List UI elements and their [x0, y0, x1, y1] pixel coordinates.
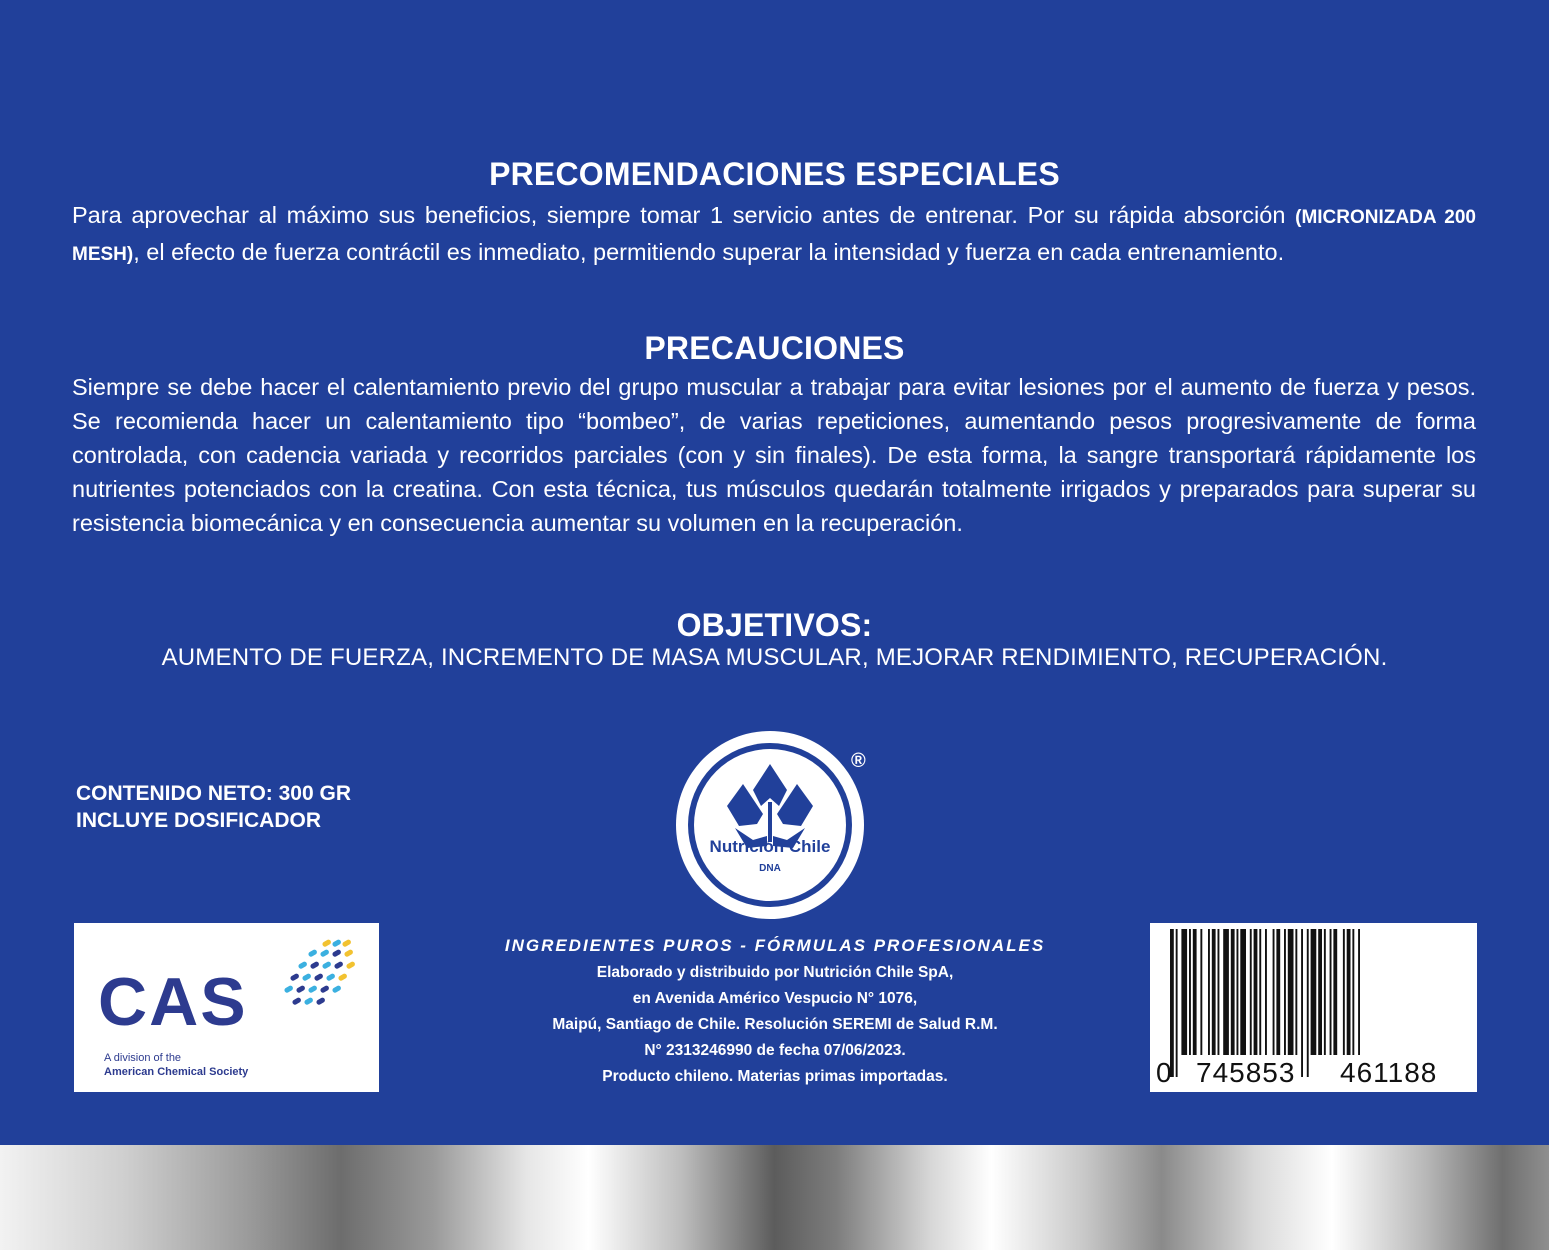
barcode-group-right: 461188 [1340, 1057, 1438, 1088]
tagline: INGREDIENTES PUROS - FÓRMULAS PROFESIONALES [504, 936, 1046, 955]
credit-line: en Avenida Américo Vespucio N° 1076, [632, 990, 918, 1007]
barcode-bar [1295, 929, 1297, 1055]
logo-brand: Nutrición Chile [709, 837, 831, 856]
micronizada-highlight: (MICRONIZADA 200 MESH) [72, 207, 1477, 265]
net-content: CONTENIDO NETO: 300 GR [76, 782, 351, 805]
barcode-bar [1318, 929, 1322, 1055]
logo-dna: DNA [759, 863, 781, 874]
cas-molecule-dot [304, 997, 314, 1006]
credit-line: Maipú, Santiago de Chile. Resolución SEREMI de Salud R.M. [552, 1016, 998, 1033]
barcode-bar [1189, 929, 1191, 1055]
barcode-bar [1307, 929, 1309, 1077]
cas-molecule-dot [338, 973, 348, 982]
cas-molecule-dot [284, 985, 294, 994]
precauciones-text: Siempre se debe hacer el calentamiento previo del grupo muscular a trabajar para evitar lesiones por el aumento de fuerza y pesos. Se recomienda hacer un calentamiento tipo “bombeo”, de varias repeticiones, aumentando pesos progresivamente de forma controlada, con cadencia variada y recorridos parciales (con y sin finales). De esta forma, la sangre transportará rápidamente los nutrientes potenciados con la creatina. Con esta técnica, tus músculos quedarán totalmente irrigados y preparados para superar su resistencia biomecánica y en consecuencia aumentar su volumen en la recuperación. [72, 374, 1476, 536]
recomendaciones-title: PRECOMENDACIONES ESPECIALES [489, 156, 1060, 192]
cas-molecule-dot [290, 973, 300, 982]
dosificador-note: INCLUYE DOSIFICADOR [76, 809, 322, 832]
barcode-bar [1237, 929, 1239, 1055]
cas-molecule-dot [296, 985, 306, 994]
cas-molecule-dot [308, 985, 318, 994]
credit-line: N° 2313246990 de fecha 07/06/2023. [644, 1042, 906, 1059]
precauciones-title: PRECAUCIONES [644, 330, 905, 366]
cas-molecule-dot [314, 973, 324, 982]
barcode-bar [1273, 929, 1275, 1055]
barcode-bar [1324, 929, 1326, 1055]
objetivos-text: AUMENTO DE FUERZA, INCREMENTO DE MASA MUSCULAR, MEJORAR RENDIMIENTO, RECUPERACIÓN. [161, 644, 1388, 671]
barcode-bar [1208, 929, 1210, 1055]
registered-mark: ® [851, 750, 866, 772]
barcode-bar [1200, 929, 1202, 1055]
cas-molecule-dot [334, 961, 344, 970]
cas-molecule-dot [322, 961, 332, 970]
credit-line: Producto chileno. Materias primas importadas. [602, 1068, 948, 1085]
barcode-bar [1311, 929, 1317, 1055]
barcode-bar [1330, 929, 1332, 1055]
barcode-group-left: 745853 [1196, 1057, 1296, 1088]
barcode-bar [1288, 929, 1294, 1055]
credit-line: Elaborado y distribuido por Nutrición Chile SpA, [596, 964, 954, 981]
cas-molecule-dot [310, 961, 320, 970]
barcode-digit-first: 0 [1156, 1057, 1172, 1088]
objetivos-title: OBJETIVOS: [676, 607, 873, 643]
cas-wordmark: CAS [98, 964, 248, 1040]
cas-molecule-dot [342, 939, 352, 948]
barcode-bar [1333, 929, 1337, 1055]
barcode-bar [1193, 929, 1197, 1055]
barcode-bar [1254, 929, 1258, 1055]
cas-molecule-dot [308, 949, 318, 958]
cas-molecule-dot [322, 939, 332, 948]
barcode-bar [1343, 929, 1345, 1055]
barcode-bar [1301, 929, 1303, 1077]
cas-molecule-dot [332, 949, 342, 958]
cas-molecule-dot [320, 985, 330, 994]
metallic-band [0, 1145, 1549, 1250]
barcode-bar [1240, 929, 1246, 1055]
cas-molecule-icon [270, 933, 370, 1018]
cas-molecule-dot [292, 997, 302, 1006]
barcode-bar [1265, 929, 1267, 1055]
barcode-bar [1276, 929, 1280, 1055]
barcode-bar [1231, 929, 1235, 1055]
nutricion-chile-logo [673, 728, 867, 922]
barcode-bar [1181, 929, 1187, 1055]
recomendaciones-text [72, 198, 1476, 272]
barcode-bar [1176, 929, 1178, 1077]
cas-logo-box [74, 923, 379, 1092]
barcode-bar [1347, 929, 1351, 1055]
recomendaciones-text-after: , el efecto de fuerza contráctil es inmediato, permitiendo superar la intensidad y fuerza en cada entrenamiento. [133, 239, 1285, 265]
recomendaciones-text-before: Para aprovechar al máximo sus beneficios, siempre tomar 1 servicio antes de entrenar. Por su rápida absorción [72, 202, 1296, 228]
cas-molecule-dot [316, 997, 326, 1006]
barcode-bar [1218, 929, 1220, 1055]
cas-molecule-dot [332, 939, 342, 948]
barcode-bar [1259, 929, 1261, 1055]
cas-molecule-dot [320, 949, 330, 958]
barcode-bar [1212, 929, 1216, 1055]
barcode [1150, 923, 1477, 1092]
barcode-bar [1352, 929, 1354, 1055]
cas-molecule-dot [344, 949, 354, 958]
cas-molecule-dot [326, 973, 336, 982]
cas-molecule-dot [332, 985, 342, 994]
barcode-bar [1170, 929, 1174, 1077]
cas-acs-label: American Chemical Society [104, 1066, 249, 1078]
barcode-bar [1250, 929, 1252, 1055]
barcode-bar [1223, 929, 1229, 1055]
cas-division-label: A division of the [104, 1052, 182, 1064]
barcode-bar [1358, 929, 1360, 1055]
barcode-bar [1284, 929, 1286, 1055]
cas-molecule-dot [298, 961, 308, 970]
cas-molecule-dot [302, 973, 312, 982]
cas-molecule-dot [346, 961, 356, 970]
